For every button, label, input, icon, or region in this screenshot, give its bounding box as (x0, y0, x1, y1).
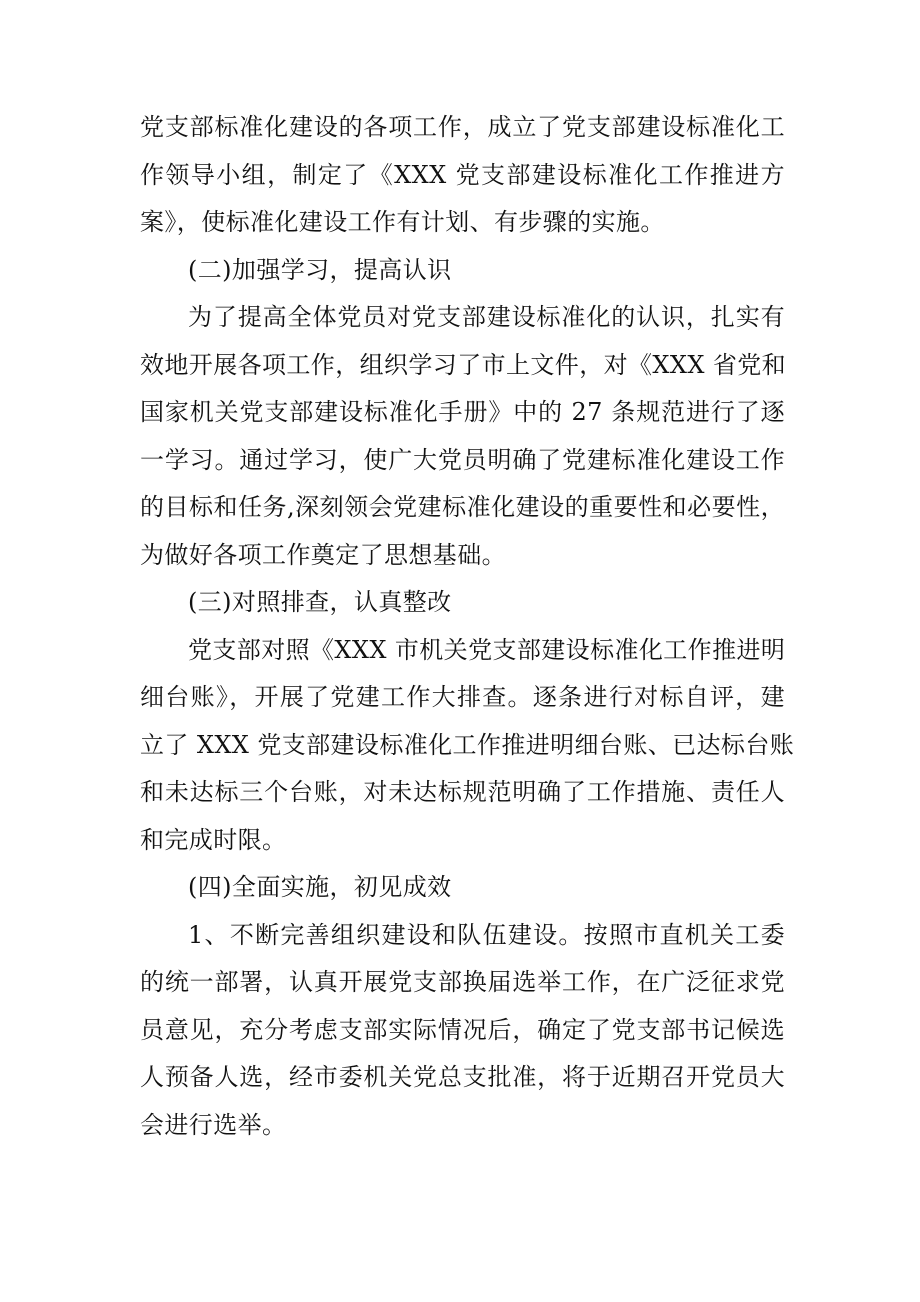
heading-text: (二)加强学习，提高认识 (188, 255, 452, 284)
text-line: 党支部对照《XXX 市机关党支部建设标准化工作推进明 (188, 635, 786, 664)
text-line: 会进行选举。 (140, 1110, 287, 1139)
text-line: 一学习。通过学习，使广大党员明确了党建标准化建设工作 (140, 445, 785, 474)
text-line: 1、不断完善组织建设和队伍建设。按照市直机关工委 (188, 920, 785, 949)
section-heading (140, 579, 785, 627)
text-line: 和未达标三个台账，对未达标规范明确了工作措施、责任人 (140, 778, 785, 806)
text-line: 细台账》，开展了党建工作大排查。逐条进行对标自评，建 (140, 683, 785, 711)
text-line: 国家机关党支部建设标准化手册》中的 27 条规范进行了逐 (140, 398, 785, 426)
text-line: 效地开展各项工作，组织学习了市上文件，对《XXX 省党和 (140, 350, 787, 379)
text-line: 的目标和任务,深刻领会党建标准化建设的重要性和必要性， (140, 493, 785, 521)
body-paragraph (140, 104, 785, 247)
text-line: 的统一部署，认真开展党支部换届选举工作，在广泛征求党 (140, 968, 785, 996)
text-line: 人预备人选，经市委机关党总支批准，将于近期召开党员大 (140, 1063, 785, 1091)
heading-text: (三)对照排查，认真整改 (188, 588, 452, 616)
text-line: 为做好各项工作奠定了思想基础。 (140, 540, 506, 569)
text-line: 党支部标准化建设的各项工作，成立了党支部建设标准化工 (140, 113, 785, 141)
body-paragraph (140, 912, 785, 1150)
text-line: 作领导小组，制定了《XXX 党支部建设标准化工作推进方 (140, 160, 785, 189)
heading-text: (四)全面实施，初见成效 (188, 873, 452, 901)
document-page (140, 104, 795, 1149)
text-line: 和完成时限。 (140, 825, 287, 854)
text-line: 案》，使标准化建设工作有计划、有步骤的实施。 (140, 208, 665, 236)
text-line: 为了提高全体党员对党支部建设标准化的认识，扎实有 (188, 303, 785, 331)
text-line: 员意见，充分考虑支部实际情况后，确定了党支部书记候选 (140, 1015, 785, 1044)
body-paragraph (140, 627, 795, 865)
body-paragraph (140, 294, 785, 579)
section-heading (140, 864, 785, 912)
text-line: 立了 XXX 党支部建设标准化工作推进明细台账、已达标台账 (140, 730, 795, 759)
section-heading (140, 247, 785, 295)
